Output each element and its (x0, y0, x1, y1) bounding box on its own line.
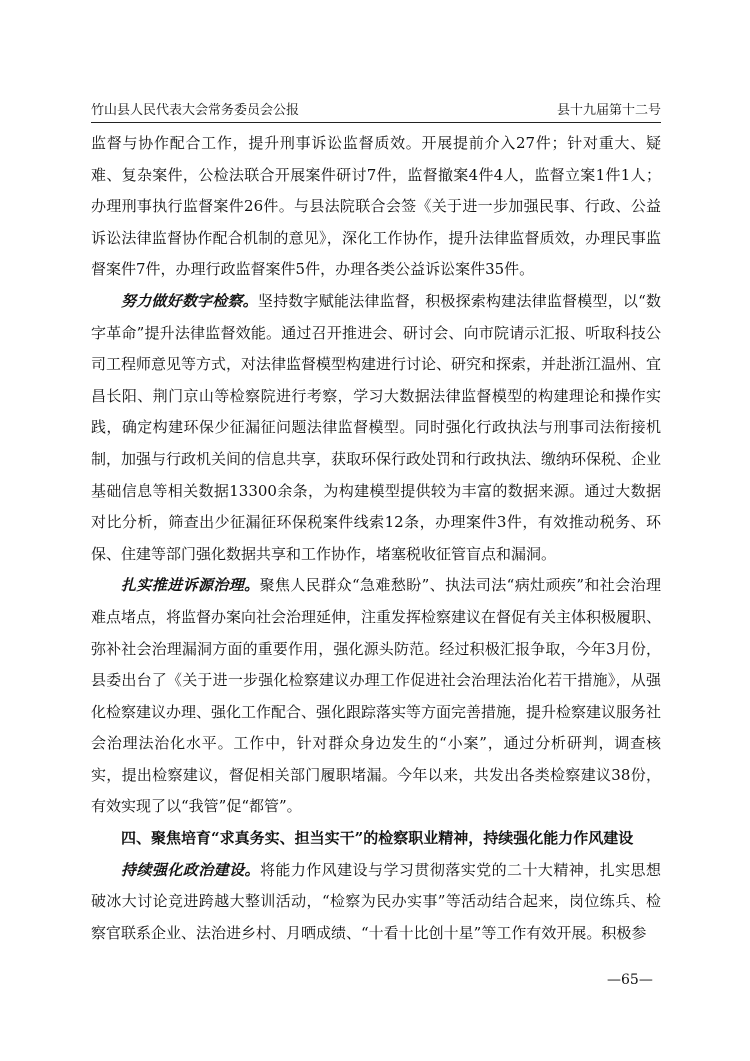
header-divider (91, 122, 661, 123)
paragraph-digital-procuratorate (91, 286, 661, 570)
paragraph-political-building (91, 855, 661, 950)
paragraph-supervision-cooperation: 监督与协作配合工作，提升刑事诉讼监督质效。开展提前介入27件；针对重大、疑难、复杂案件，公检法联合开展案件研讨7件，监督撤案4件4人，监督立案1件1人；办理刑事执行监督案件26件。与县法院联合会签《关于进一步加强民事、行政、公益诉讼法律监督协作配合机制的意见》，深化工作协作，提升法律监督质效，办理民事监督案件7件，办理行政监督案件5件，办理各类公益诉讼案件35件。 (91, 134, 661, 279)
document-body (91, 128, 661, 949)
section-heading-four: 四、聚焦培育“求真务实、担当实干”的检察职业精神，持续强化能力作风建设 (121, 829, 634, 848)
page-number: —65— (607, 972, 653, 988)
paragraph-text-source-governance: 聚焦人民群众“急难愁盼”、执法司法“病灶顽疾”和社会治理难点堵点，将监督办案向社会治理延伸，注重发挥检察建议在督促有关主体积极履职、弥补社会治理漏洞方面的重要作用，强化源头防范。经过积极汇报争取，今年3月份，县委出台了《关于进一步强化检察建议办理工作促进社会治理法治化若干措施》，从强化检察建议办理、强化工作配合、强化跟踪落实等方面完善措施，提升检察建议服务社会治理法治化水平。工作中，针对群众身边发生的“小案”，通过分析研判，调查核实，提出检察建议，督促相关部门履职堵漏。今年以来，共发出各类检察建议38份，有效实现了以“我管”促“都管”。 (91, 576, 662, 816)
paragraph-text-political-building: 将能力作风建设与学习贯彻落实党的二十大精神，扎实思想破冰大讨论竞进跨越大整训活动，“检察为民办实事”等活动结合起来，岗位练兵、检察官联系企业、法治进乡村、月晒成绩、“十看十比创十星”等工作有效开展。积极参 (91, 860, 661, 942)
paragraph-lead-source-governance: 扎实推进诉源治理。 (121, 576, 260, 595)
paragraph-text-digital-procuratorate: 坚持数字赋能法律监督，积极探索构建法律监督模型，以“数字革命”提升法律监督效能。通过召开推进会、研讨会、向市院请示汇报、听取科技公司工程师意见等方式，对法律监督模型构建进行讨论、研究和探索，并赴浙江温州、宜昌长阳、荆门京山等检察院进行考察，学习大数据法律监督模型的构建理论和操作实践，确定构建环保少征漏征问题法律监督模型。同时强化行政执法与刑事司法衔接机制，加强与行政机关间的信息共享，获取环保行政处罚和行政执法、缴纳环保税、企业基础信息等相关数据13300余条，为构建模型提供较为丰富的数据来源。通过大数据对比分析，筛查出少征漏征环保税案件线索12条，办理案件3件，有效推动税务、环保、住建等部门强化数据共享和工作协作，堵塞税收征管盲点和漏洞。 (91, 291, 662, 563)
paragraph-source-governance (91, 570, 661, 823)
header-publication-title: 竹山县人民代表大会常务委员会公报 (91, 103, 300, 118)
header-issue-number: 县十九届第十二号 (556, 103, 661, 118)
paragraph-lead-digital-procuratorate: 努力做好数字检察。 (121, 291, 258, 310)
page-header (91, 100, 661, 122)
paragraph-lead-political-building: 持续强化政治建设。 (121, 860, 260, 879)
